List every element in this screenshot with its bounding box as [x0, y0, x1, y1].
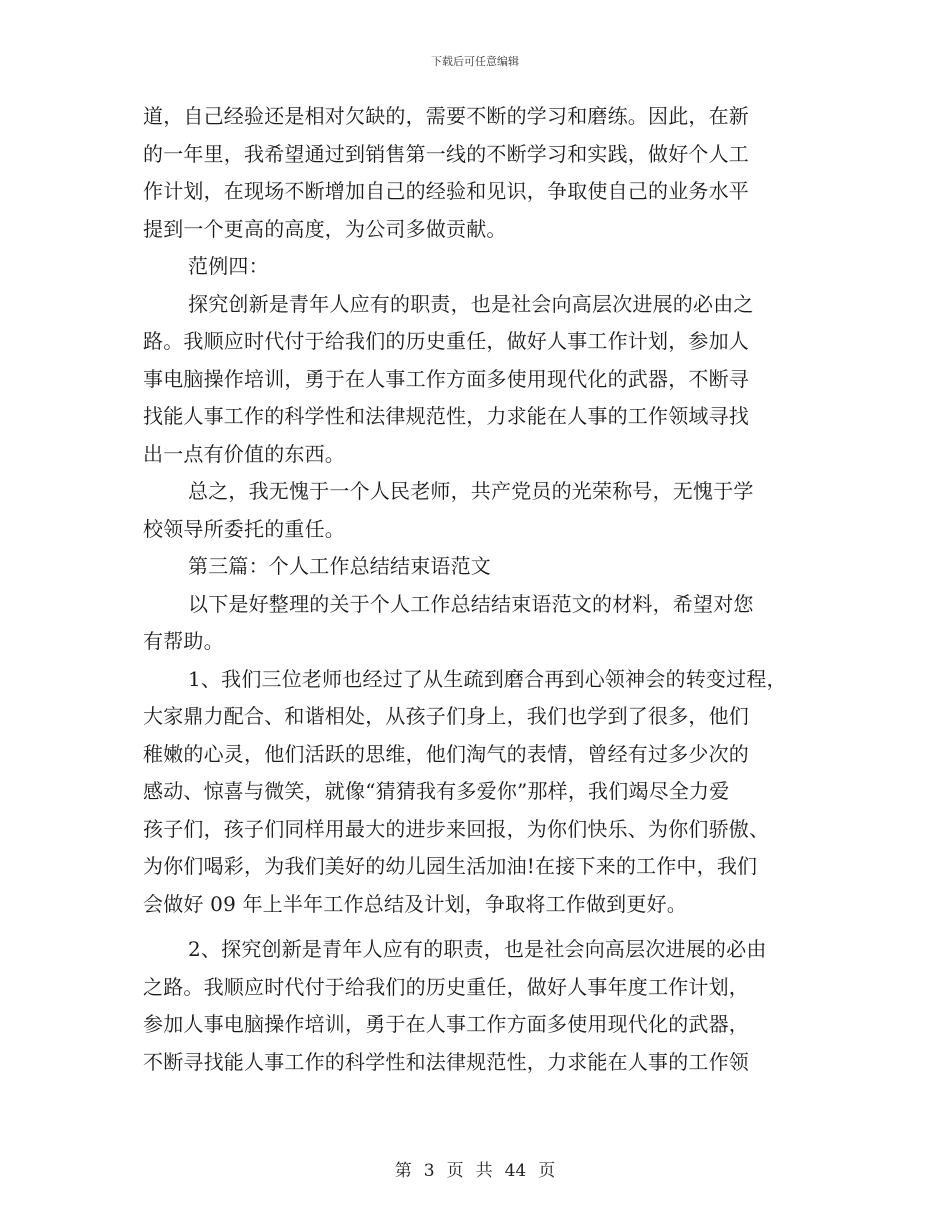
text-line: 大家鼎力配合、和谐相处，从孩子们身上，我们也学到了很多，他们 — [143, 704, 749, 728]
text-line: 第三篇：个人工作总结结束语范文 — [188, 554, 491, 578]
text-line: 为你们喝彩，为我们美好的幼儿园生活加油!在接下来的工作中，我们 — [143, 854, 758, 878]
text-line: 校领导所委托的重任。 — [143, 516, 345, 541]
text-line: 道，自己经验还是相对欠缺的，需要不断的学习和磨练。因此，在新 — [143, 104, 749, 128]
text-line: 2、探究创新是青年人应有的职责，也是社会向高层次进展的必由 — [188, 937, 767, 961]
text-line: 探究创新是青年人应有的职责，也是社会向高层次进展的必由之 — [188, 291, 754, 316]
page-footer — [0, 1156, 950, 1181]
text-line: 会做好 09 年上半年工作总结及计划，争取将工作做到更好。 — [143, 891, 687, 916]
text-line: 路。我顺应时代付于给我们的历史重任，做好人事工作计划，参加人 — [143, 329, 749, 353]
text-line: 总之，我无愧于一个人民老师，共产党员的光荣称号，无愧于学 — [188, 479, 754, 503]
footer-total-pages: 44 — [504, 1161, 527, 1181]
text-line: 找能人事工作的科学性和法律规范性，力求能在人事的工作领域寻找 — [143, 404, 749, 428]
text-line: 作计划，在现场不断增加自己的经验和见识，争取使自己的业务水平 — [143, 179, 749, 203]
text-line: 范例四： — [188, 254, 269, 278]
text-line: 以下是好整理的关于个人工作总结结束语范文的材料，希望对您 — [188, 591, 754, 616]
footer-label-ye-2: 页 — [538, 1161, 556, 1181]
paragraph-gap — [143, 923, 823, 931]
footer-label-ye: 页 — [446, 1161, 464, 1181]
text-line: 提到一个更高的高度，为公司多做贡献。 — [143, 216, 507, 241]
text-line: 事电脑操作培训，勇于在人事工作方面多使用现代化的武器，不断寻 — [143, 366, 749, 391]
text-line: 1、我们三位老师也经过了从生疏到磨合再到心领神会的转变过程， — [188, 666, 787, 691]
text-line: 感动、惊喜与微笑，就像“猜猜我有多爱你”那样，我们竭尽全力爱 — [143, 779, 730, 803]
footer-label-di: 第 — [394, 1161, 412, 1181]
text-line: 之路。我顺应时代付于给我们的历史重任，做好人事年度工作计划， — [143, 974, 749, 999]
text-line: 出一点有价值的东西。 — [143, 441, 345, 466]
text-line: 有帮助。 — [143, 629, 224, 653]
footer-label-gong: 共 — [475, 1161, 493, 1181]
text-line: 不断寻找能人事工作的科学性和法律规范性，力求能在人事的工作领 — [143, 1049, 749, 1074]
text-line: 的一年里，我希望通过到销售第一线的不断学习和实践，做好个人工 — [143, 141, 749, 166]
text-line: 稚嫩的心灵，他们活跃的思维，他们淘气的表情，曾经有过多少次的 — [143, 741, 749, 766]
text-line: 孩子们，孩子们同样用最大的进步来回报，为你们快乐、为你们骄傲、 — [143, 816, 770, 841]
text-line: 参加人事电脑操作培训，勇于在人事工作方面多使用现代化的武器， — [143, 1012, 749, 1036]
page-header: 下载后可任意编辑 — [431, 55, 519, 68]
footer-page-number: 3 — [423, 1161, 435, 1181]
document-body — [143, 98, 823, 1081]
